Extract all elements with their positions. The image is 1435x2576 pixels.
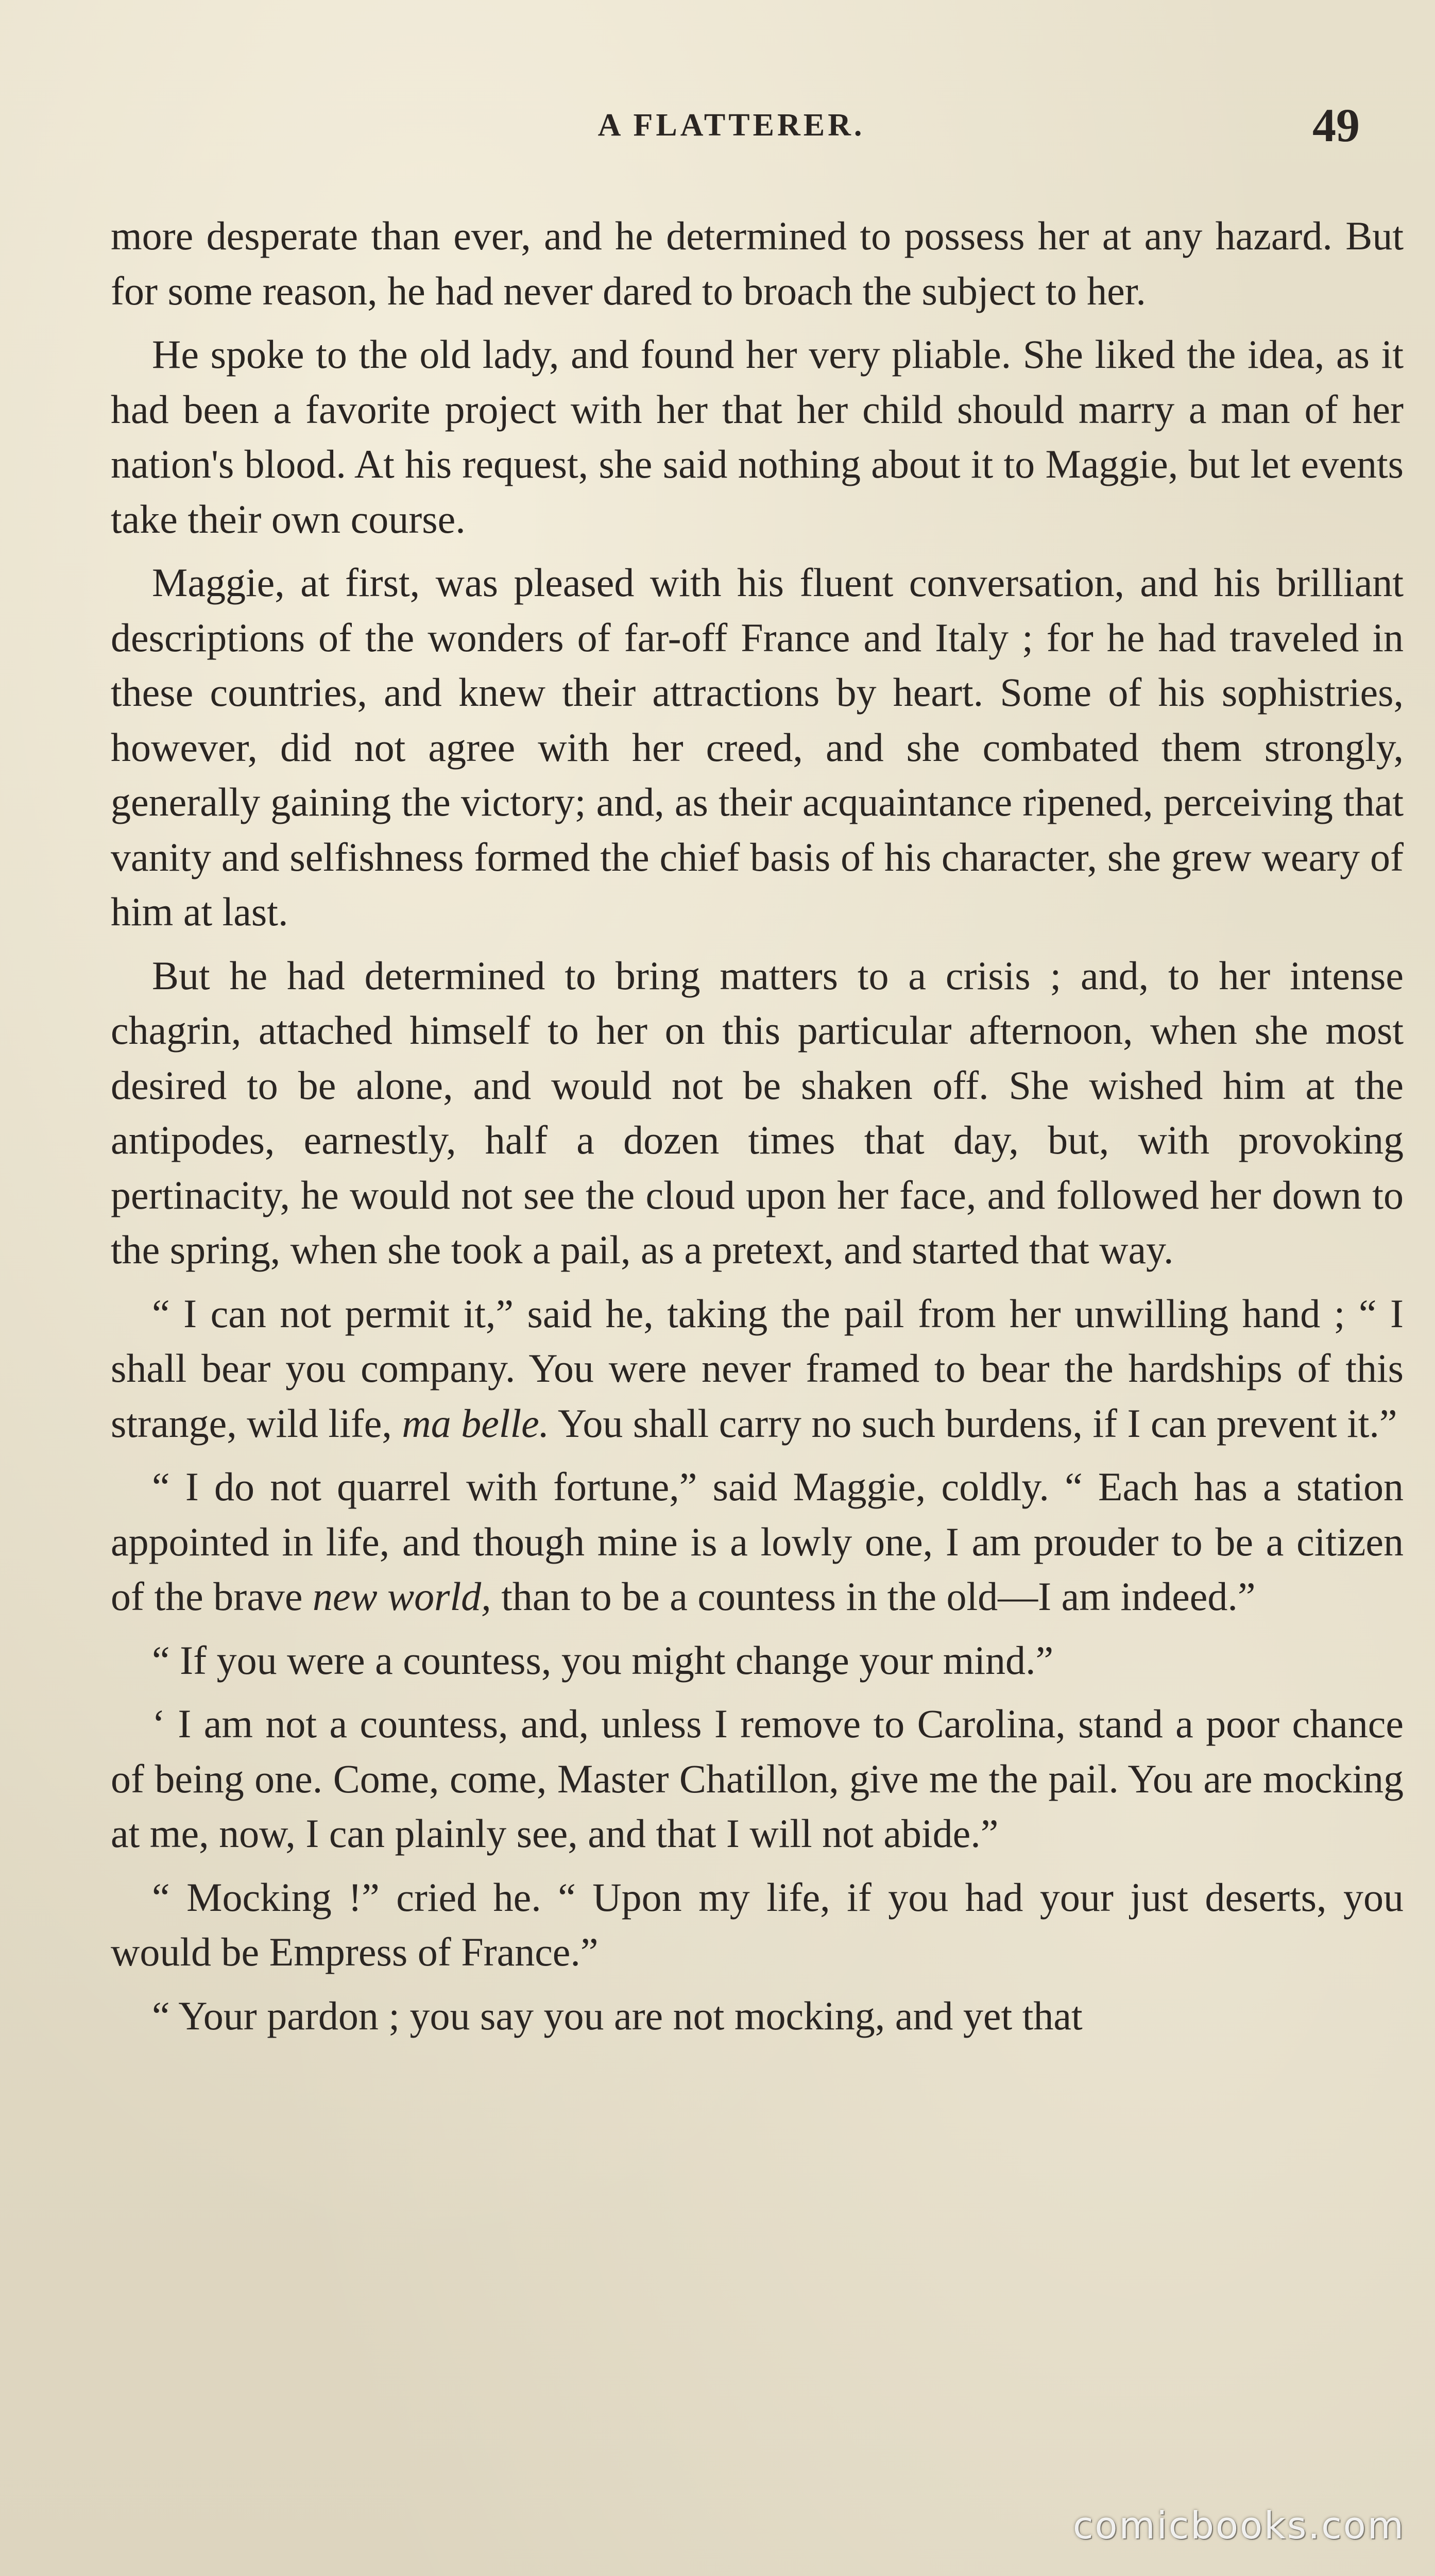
paragraph-text: “ Mocking !” cried he. “ Upon my life, if you had your just deserts, you would be Empress of France.” bbox=[111, 1874, 1404, 1974]
paragraph-4 bbox=[111, 948, 1404, 1278]
body-text bbox=[111, 209, 1404, 2052]
paragraph-text: “ I do not quarrel with fortune,” said Maggie, coldly. “ Each has a station appointed in life, and though mine is a lowly one, I am prouder to be a citizen of the brave bbox=[111, 1464, 1404, 1619]
paragraph-text-tail: than to be a countess in the old—I am indeed.” bbox=[501, 1574, 1256, 1619]
paragraph-text: “ I can not permit it,” said he, taking the pail from her unwilling hand ; “ I shall bear you company. You were never framed to bear the hardships of this strange, wild life, bbox=[111, 1291, 1404, 1446]
italic-phrase: new world, bbox=[312, 1574, 491, 1619]
paragraph-1 bbox=[111, 209, 1404, 318]
paragraph-2 bbox=[111, 327, 1404, 547]
paragraph-6 bbox=[111, 1460, 1404, 1624]
italic-phrase: ma belle. bbox=[402, 1400, 550, 1446]
paragraph-8 bbox=[111, 1697, 1404, 1861]
page-header bbox=[103, 97, 1360, 154]
paragraph-text: more desperate than ever, and he determined to possess her at any hazard. But for some reason, he had never dared to broach the subject to her. bbox=[111, 213, 1404, 313]
paragraph-7 bbox=[111, 1633, 1404, 1688]
paragraph-text: He spoke to the old lady, and found her very pliable. She liked the idea, as it had been a favorite project with her that her child should marry a man of her nation's blood. At his request, she said nothing about it to Maggie, but let events take their own course. bbox=[111, 332, 1404, 541]
paragraph-text: “ Your pardon ; you say you are not mocking, and yet that bbox=[152, 1993, 1083, 2038]
paragraph-3 bbox=[111, 555, 1404, 940]
paragraph-9 bbox=[111, 1870, 1404, 1980]
paragraph-5 bbox=[111, 1286, 1404, 1451]
paragraph-text: But he had determined to bring matters to a crisis ; and, to her intense chagrin, attached himself to her on this particular afternoon, when she most desired to be alone, and would not be shaken off. She wished him at the antipodes, earnestly, half a dozen times that day, but, with provoking pertinacity, he would not see the cloud upon her face, and followed her down to the spring, when she took a pail, as a pretext, and started that way. bbox=[111, 953, 1404, 1272]
paragraph-text: Maggie, at first, was pleased with his fluent conversation, and his brilliant descriptions of the wonders of far-off France and Italy ; for he had traveled in these countries, and knew their attractions by heart. Some of his sophistries, however, did not agree with her creed, and she combated them strongly, generally gaining the victory; and, as their acquaintance ripened, perceiving that vanity and selfishness formed the chief basis of his character, she grew weary of him at last. bbox=[111, 560, 1404, 934]
watermark: comicbooks.com bbox=[1072, 2504, 1405, 2547]
running-head: A FLATTERER. bbox=[597, 108, 865, 143]
paragraph-text: ‘ I am not a countess, and, unless I remove to Carolina, stand a poor chance of being one. Come, come, Master Chatillon, give me the pail. You are mocking at me, now, I can plainly see, and that I will not abide.” bbox=[111, 1701, 1404, 1856]
paragraph-text: “ If you were a countess, you might change your mind.” bbox=[152, 1637, 1054, 1683]
page-number: 49 bbox=[1312, 99, 1360, 151]
paragraph-text-tail: You shall carry no such burdens, if I can prevent it.” bbox=[557, 1400, 1397, 1446]
paragraph-10 bbox=[111, 1989, 1404, 2044]
